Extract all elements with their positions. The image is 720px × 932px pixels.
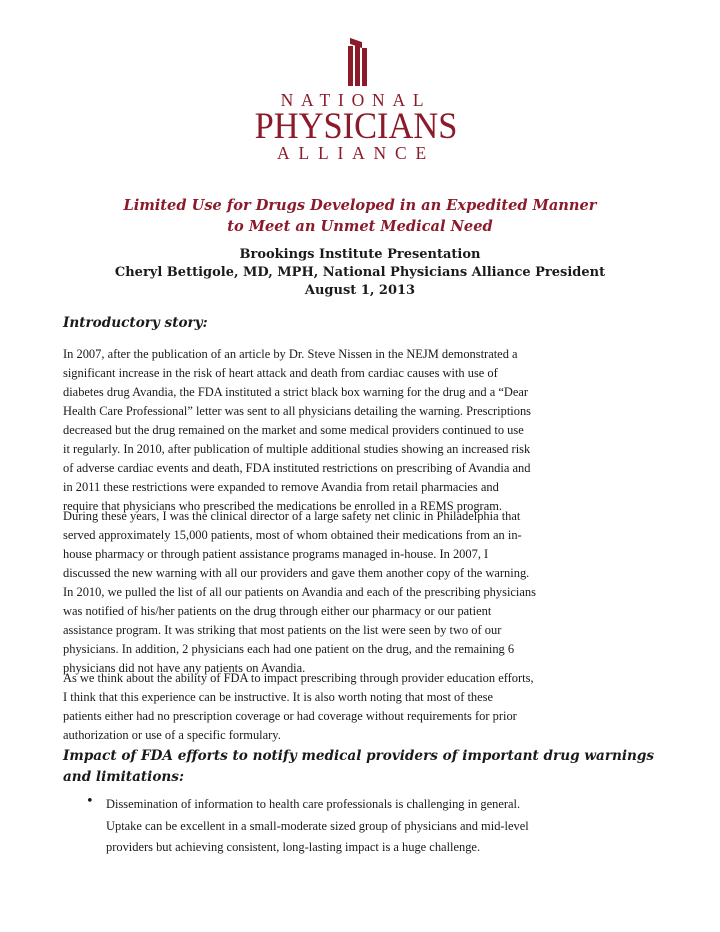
presentation-meta [30, 246, 690, 300]
paragraph-1 [63, 345, 663, 516]
paragraph-line: As we think about the ability of FDA to impact prescribing through provider education efforts, [63, 671, 534, 685]
bullet-icon: • [86, 794, 94, 809]
paragraph-line: I think that this experience can be instructive. It is also worth noting that most of these [63, 690, 494, 704]
paragraph-line: require that physicians who prescribed the medications be enrolled in a REMS program. [63, 499, 502, 513]
heading-line-2: and limitations: [63, 769, 184, 785]
heading-line-1: Impact of FDA efforts to notify medical providers of important drug warnings [63, 748, 655, 764]
bullet-line: Uptake can be excellent in a small-moderate sized group of physicians and mid-level [106, 818, 529, 833]
paragraph-2 [63, 507, 663, 678]
paragraph-line: In 2010, we pulled the list of all our patients on Avandia and each of the prescribing physicians [63, 585, 536, 599]
paragraph-line: served approximately 15,000 patients, most of whom obtained their medications from an in- [63, 528, 522, 542]
logo-word-national: NATIONAL [280, 90, 432, 110]
logo-word-alliance: ALLIANCE [277, 143, 435, 163]
paragraph-line: patients either had no prescription coverage or had coverage without requirements for prior [63, 709, 517, 723]
presentation-date: August 1, 2013 [304, 283, 416, 298]
paragraph-line: authorization or use of a specific formulary. [63, 728, 281, 742]
section-heading-intro: Introductory story: [63, 315, 208, 331]
paragraph-line: assistance program. It was striking that most patients on the list were seen by two of our [63, 623, 502, 637]
paragraph-line: was notified of his/her patients on the drug through either our pharmacy or our patient [63, 604, 492, 618]
title-line-2: to Meet an Unmet Medical Need [227, 218, 493, 235]
section-heading-impact [63, 746, 663, 788]
paragraph-line: it regularly. In 2010, after publication of multiple additional studies showing an increased risk [63, 442, 531, 456]
paragraph-line: discussed the new warning with all our providers and gave them another copy of the warning. [63, 566, 530, 580]
title-line-1: Limited Use for Drugs Developed in an Expedited Manner [123, 197, 597, 214]
paragraph-line: During these years, I was the clinical director of a large safety net clinic in Philadelphia that [63, 509, 521, 523]
logo-word-physicians: PHYSICIANS [254, 106, 458, 147]
bullet-line: Dissemination of information to health care professionals is challenging in general. [106, 797, 521, 811]
presentation-name: Brookings Institute Presentation [239, 247, 481, 262]
bullet-line: providers but achieving consistent, long-lasting impact is a huge challenge. [106, 840, 481, 854]
paragraph-line: decreased but the drug remained on the market and some medical providers continued to use [63, 423, 524, 437]
paragraph-line: physicians did not have any patients on Avandia. [63, 661, 306, 675]
paragraph-line: in 2011 these restrictions were expanded to remove Avandia from retail pharmacies and [63, 480, 499, 494]
bullet-text [106, 794, 666, 859]
paragraph-line: Health Care Professional” letter was sent to all physicians detailing the warning. Prescriptions [63, 404, 532, 418]
paragraph-3 [63, 669, 663, 745]
speaker-name: Cheryl Bettigole, MD, MPH, National Physicians Alliance President [114, 265, 606, 280]
paragraph-line: house pharmacy or through patient assistance programs managed in-house. In 2007, I [63, 547, 489, 561]
npa-logo [236, 40, 476, 162]
paragraph-line: significant increase in the risk of heart attack and death from cardiac causes with use of [63, 366, 498, 380]
paragraph-line: diabetes drug Avandia, the FDA instituted a strict black box warning for the drug and a “Dear [63, 385, 529, 399]
paragraph-line: physicians. In addition, 2 physicians each had one patient on the drug, and the remaining 6 [63, 642, 515, 656]
paragraph-line: of adverse cardiac events and death, FDA instituted restrictions on prescribing of Avandia and [63, 461, 531, 475]
document-title [40, 195, 680, 237]
paragraph-line: In 2007, after the publication of an article by Dr. Steve Nissen in the NEJM demonstrated a [63, 347, 518, 361]
